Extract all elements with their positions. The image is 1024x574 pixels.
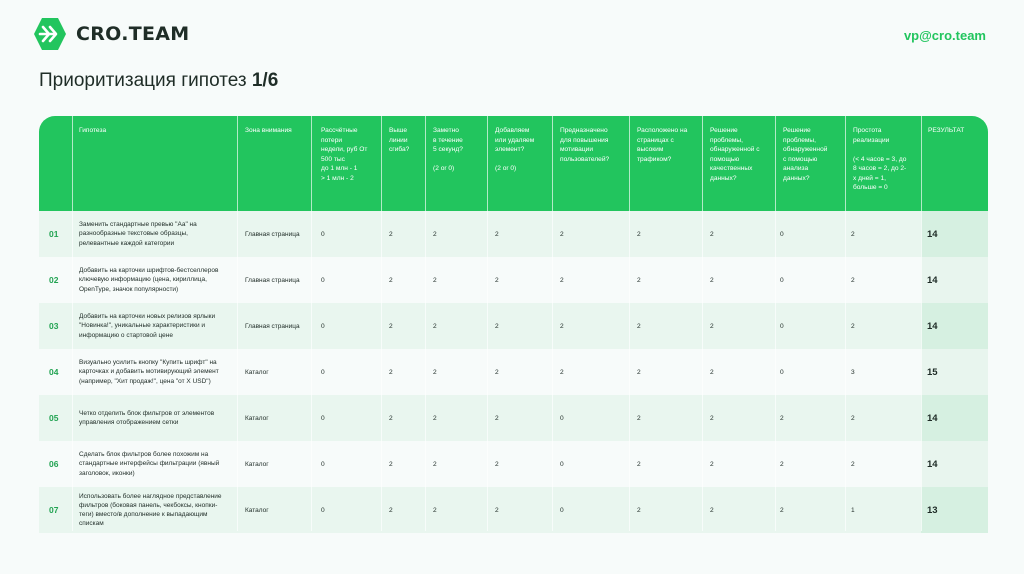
row-add-remove: 2 [495, 368, 499, 376]
row-ease: 2 [851, 414, 855, 422]
row-noticeable: 2 [433, 414, 437, 422]
row-noticeable: 2 [433, 506, 437, 514]
row-qualitative: 2 [710, 230, 714, 238]
row-high-traffic: 2 [637, 506, 641, 514]
title-text: Приоритизация гипотез [39, 70, 247, 91]
row-result-cell [921, 257, 988, 303]
row-qualitative: 2 [710, 276, 714, 284]
header-add-remove: Добавляем или удаляем элемент? (2 or 0) [495, 127, 535, 173]
table-row [39, 487, 988, 533]
row-motivation: 2 [560, 276, 564, 284]
table-row [39, 257, 988, 303]
header-ease: Простота реализации (< 4 часов = 3, до 8 часов = 2, до 2- х дней = 1, больше = 0 [853, 127, 907, 192]
row-above-fold: 2 [389, 506, 393, 514]
row-above-fold: 2 [389, 414, 393, 422]
row-hypothesis: Добавить на карточки новых релизов ярлыки "Новинка!", уникальные характеристики и информацию о стартовой цене [79, 313, 216, 339]
row-analytics: 0 [780, 276, 784, 284]
row-above-fold: 2 [389, 368, 393, 376]
row-qualitative: 2 [710, 368, 714, 376]
logo-text: CRO.TEAM [76, 23, 190, 45]
row-result: 14 [927, 412, 938, 424]
row-hypothesis: Использовать более наглядное представление фильтров (боковая панель, чекбоксы, кнопки-теги) вместо/в дополнение к выпадающим спискам [79, 492, 222, 528]
row-noticeable: 2 [433, 322, 437, 330]
row-high-traffic: 2 [637, 414, 641, 422]
row-add-remove: 2 [495, 460, 499, 468]
header-hypothesis: Гипотеза [79, 127, 107, 134]
row-result: 15 [927, 366, 938, 378]
row-zone: Каталог [245, 460, 269, 468]
row-motivation: 2 [560, 322, 564, 330]
row-ease: 2 [851, 230, 855, 238]
row-analytics: 2 [780, 506, 784, 514]
row-result: 14 [927, 320, 938, 332]
row-qualitative: 2 [710, 460, 714, 468]
logo-arrow-icon [32, 16, 68, 52]
logo[interactable] [32, 16, 189, 52]
table-row [39, 211, 988, 257]
row-add-remove: 2 [495, 322, 499, 330]
table-row [39, 303, 988, 349]
row-result-cell [921, 395, 988, 441]
row-result-cell [921, 303, 988, 349]
row-zone: Каталог [245, 414, 269, 422]
header-qualitative: Решение проблемы, обнаруженной с помощью качественных данных? [710, 127, 760, 182]
row-result: 14 [927, 274, 938, 286]
row-losses: 0 [321, 460, 325, 468]
row-motivation: 0 [560, 460, 564, 468]
row-number: 01 [49, 229, 59, 239]
row-number: 05 [49, 413, 59, 423]
row-high-traffic: 2 [637, 230, 641, 238]
row-noticeable: 2 [433, 230, 437, 238]
row-add-remove: 2 [495, 414, 499, 422]
table-row [39, 349, 988, 395]
row-zone: Главная страница [245, 322, 300, 330]
row-motivation: 0 [560, 506, 564, 514]
table-row [39, 395, 988, 441]
row-result-cell [921, 349, 988, 395]
row-result-cell [921, 487, 988, 533]
contact-email[interactable]: vp@cro.team [903, 28, 986, 43]
row-hypothesis: Заменить стандартные превью "Aa" на разнообразные текстовые образцы, релевантные каждой категории [79, 221, 197, 247]
header-result: РЕЗУЛЬТАТ [928, 127, 965, 134]
row-number: 07 [49, 505, 59, 515]
row-high-traffic: 2 [637, 276, 641, 284]
title-page-counter: 1/6 [251, 70, 279, 91]
row-analytics: 2 [780, 414, 784, 422]
row-noticeable: 2 [433, 460, 437, 468]
header-above-fold: Выше линии сгиба? [389, 127, 410, 154]
row-result-cell [921, 441, 988, 487]
row-motivation: 0 [560, 414, 564, 422]
row-losses: 0 [321, 506, 325, 514]
row-ease: 2 [851, 460, 855, 468]
row-result-cell [921, 211, 988, 257]
row-losses: 0 [321, 276, 325, 284]
row-hypothesis: Добавить на карточки шрифтов-бестселлеров ключевую информацию (цена, кириллица, OpenType, значок популярности) [79, 267, 219, 293]
row-analytics: 0 [780, 368, 784, 376]
row-hypothesis: Сделать блок фильтров более похожим на стандартные интерфейсы фильтрации (явный заголовок, иконки) [79, 451, 220, 477]
row-ease: 3 [851, 368, 855, 376]
row-motivation: 2 [560, 368, 564, 376]
row-number: 06 [49, 459, 59, 469]
header-motivation: Предназначено для повышения мотивации пользователей? [560, 127, 610, 163]
header-zone: Зона внимания [245, 127, 292, 134]
page-title [39, 70, 278, 92]
row-high-traffic: 2 [637, 368, 641, 376]
row-high-traffic: 2 [637, 322, 641, 330]
row-add-remove: 2 [495, 230, 499, 238]
row-zone: Каталог [245, 506, 269, 514]
row-noticeable: 2 [433, 276, 437, 284]
row-above-fold: 2 [389, 322, 393, 330]
row-zone: Главная страница [245, 276, 300, 284]
row-result: 13 [927, 504, 938, 516]
row-above-fold: 2 [389, 460, 393, 468]
row-above-fold: 2 [389, 276, 393, 284]
row-qualitative: 2 [710, 322, 714, 330]
header-losses: Рассчётные потери недели, руб От 500 тыс до 1 млн - 1 > 1 млн - 2 [321, 127, 368, 182]
row-losses: 0 [321, 230, 325, 238]
table-header [39, 116, 988, 211]
row-ease: 2 [851, 276, 855, 284]
row-analytics: 2 [780, 460, 784, 468]
row-add-remove: 2 [495, 506, 499, 514]
header-analytics: Решение проблемы, обнаруженной с помощью анализа данных? [783, 127, 828, 182]
row-analytics: 0 [780, 230, 784, 238]
row-add-remove: 2 [495, 276, 499, 284]
row-zone: Главная страница [245, 230, 300, 238]
header-high-traffic: Расположено на страницах с высоким трафиком? [637, 127, 688, 163]
row-result: 14 [927, 228, 938, 240]
row-hypothesis: Четко отделить блок фильтров от элементов управления отображением сетки [79, 409, 215, 426]
row-analytics: 0 [780, 322, 784, 330]
row-losses: 0 [321, 368, 325, 376]
row-noticeable: 2 [433, 368, 437, 376]
row-ease: 2 [851, 322, 855, 330]
row-number: 02 [49, 275, 59, 285]
row-qualitative: 2 [710, 414, 714, 422]
row-motivation: 2 [560, 230, 564, 238]
row-qualitative: 2 [710, 506, 714, 514]
row-above-fold: 2 [389, 230, 393, 238]
row-hypothesis: Визуально усилить кнопку "Купить шрифт" на карточках и добавить мотивирующий элемент (например, "Хит продаж!", цена "от X USD") [79, 359, 219, 385]
table-row [39, 441, 988, 487]
row-number: 03 [49, 321, 59, 331]
row-result: 14 [927, 458, 938, 470]
row-ease: 1 [851, 506, 855, 514]
row-high-traffic: 2 [637, 460, 641, 468]
hypothesis-table [39, 116, 988, 533]
row-losses: 0 [321, 414, 325, 422]
row-number: 04 [49, 367, 59, 377]
header-noticeable: Заметно в течение 5 секунд? (2 or 0) [433, 127, 463, 173]
row-losses: 0 [321, 322, 325, 330]
row-zone: Каталог [245, 368, 269, 376]
